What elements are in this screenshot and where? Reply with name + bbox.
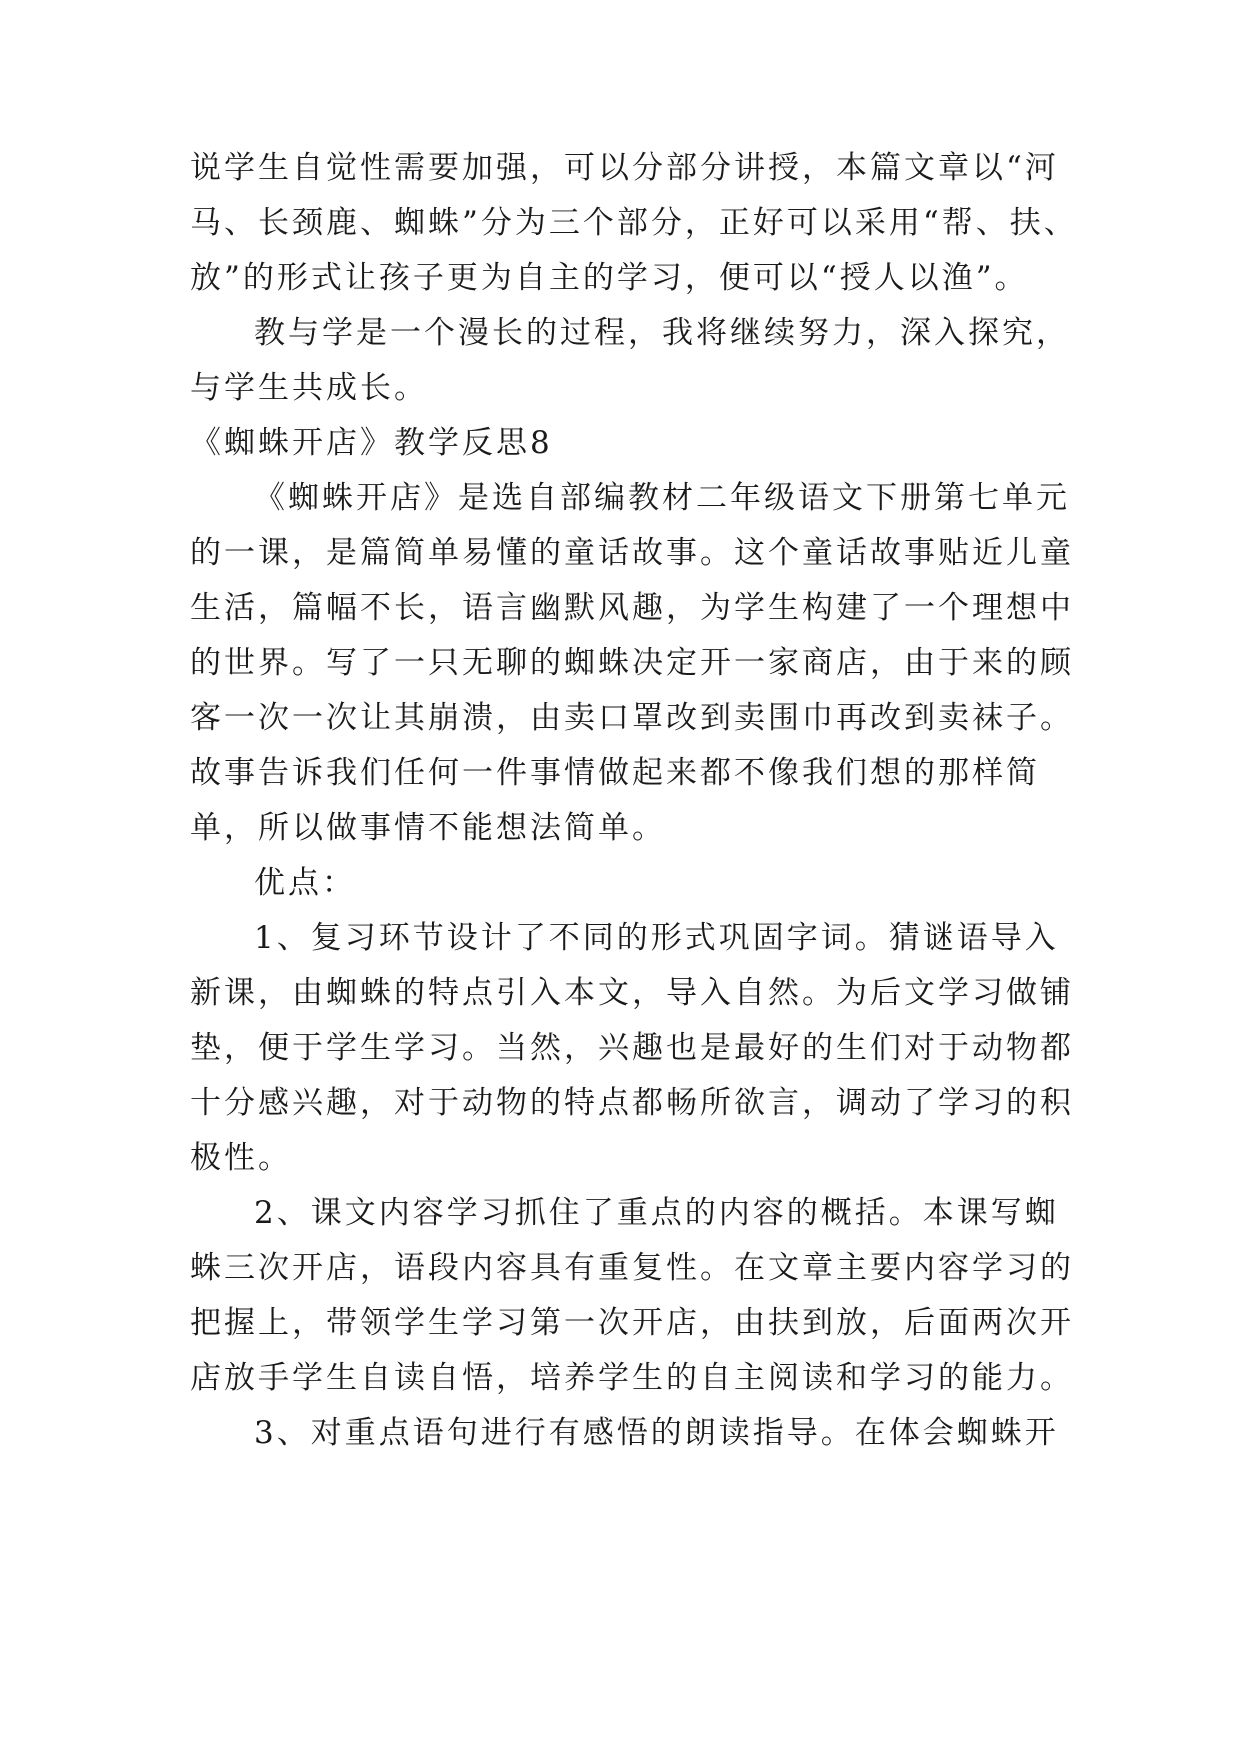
text-line: 马、长颈鹿、蜘蛛”分为三个部分，正好可以采用“帮、扶、 (190, 205, 1078, 241)
text-line: 的一课，是篇简单易懂的童话故事。这个童话故事贴近儿童 (190, 535, 1074, 571)
text-line: 蛛三次开店，语段内容具有重复性。在文章主要内容学习的 (190, 1250, 1074, 1286)
text-line: 放”的形式让孩子更为自主的学习，便可以“授人以渔”。 (190, 260, 1029, 296)
paragraph-first-line: 3、对重点语句进行有感悟的朗读指导。在体会蜘蛛开 (254, 1415, 1059, 1451)
text-line: 故事告诉我们任何一件事情做起来都不像我们想的那样简 (190, 755, 1040, 791)
text-line: 说学生自觉性需要加强，可以分部分讲授，本篇文章以“河 (190, 150, 1059, 186)
text-line: 店放手学生自读自悟，培养学生的自主阅读和学习的能力。 (190, 1360, 1074, 1396)
text-line: 客一次一次让其崩溃，由卖口罩改到卖围巾再改到卖袜子。 (190, 700, 1074, 736)
paragraph-first-line: 1、复习环节设计了不同的形式巩固字词。猜谜语导入 (254, 920, 1059, 956)
text-line: 把握上，带领学生学习第一次开店，由扶到放，后面两次开 (190, 1305, 1074, 1341)
text-line: 极性。 (190, 1140, 292, 1176)
paragraph-first-line: 2、课文内容学习抓住了重点的内容的概括。本课写蜘 (254, 1195, 1059, 1231)
text-line: 生活，篇幅不长，语言幽默风趣，为学生构建了一个理想中 (190, 590, 1074, 626)
section-heading: 《蜘蛛开店》教学反思8 (190, 425, 553, 461)
text-line: 垫，便于学生学习。当然，兴趣也是最好的生们对于动物都 (190, 1030, 1074, 1066)
text-line: 的世界。写了一只无聊的蜘蛛决定开一家商店，由于来的顾 (190, 645, 1074, 681)
text-line: 与学生共成长。 (190, 370, 428, 406)
paragraph-first-line: 《蜘蛛开店》是选自部编教材二年级语文下册第七单元 (254, 480, 1070, 516)
paragraph-first-line: 教与学是一个漫长的过程，我将继续努力，深入探究， (254, 315, 1070, 351)
text-line: 新课，由蜘蛛的特点引入本文，导入自然。为后文学习做铺 (190, 975, 1074, 1011)
text-line: 单，所以做事情不能想法简单。 (190, 810, 666, 846)
text-line: 十分感兴趣，对于动物的特点都畅所欲言，调动了学习的积 (190, 1085, 1074, 1121)
subheading: 优点： (254, 865, 356, 901)
